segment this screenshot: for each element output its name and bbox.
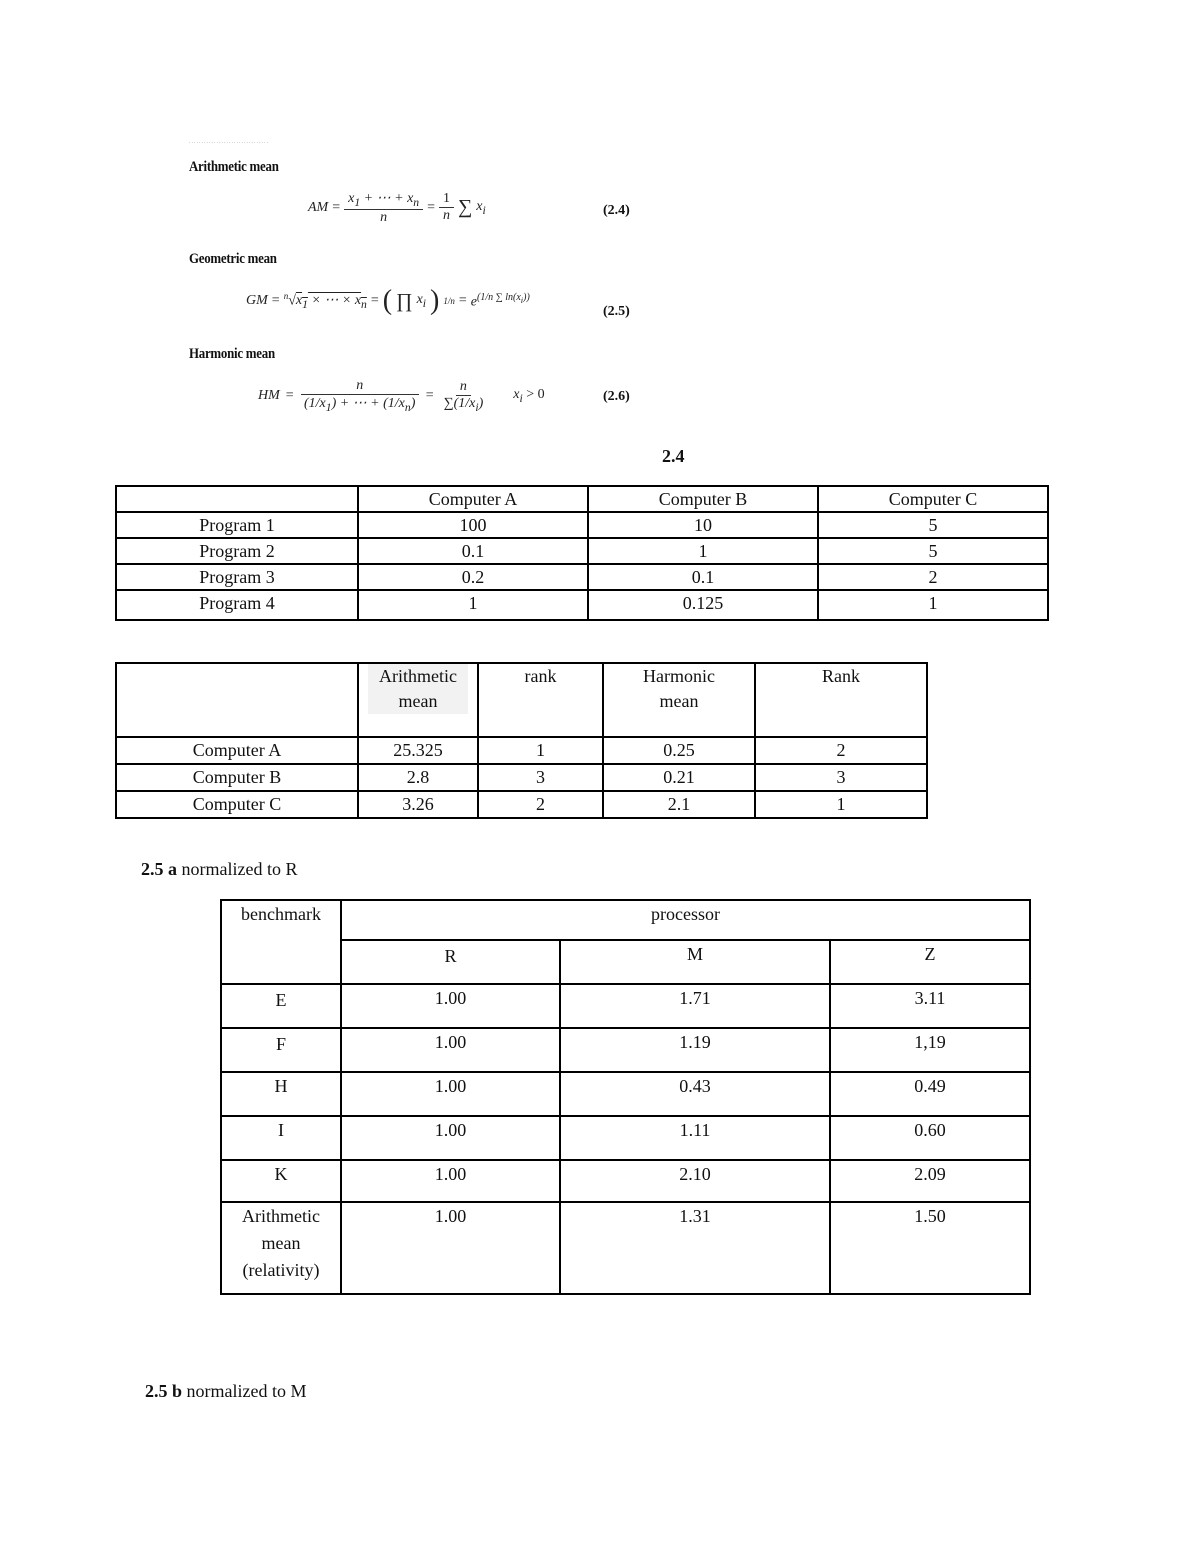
benchmark-cell: F bbox=[221, 1028, 341, 1072]
means-rank-table bbox=[115, 662, 928, 819]
harmonic-mean-formula: HM = $\frac{n}{(1/x_1) + \cdots + (1/x_n)}$ = $\frac{n}{\sum(1/x_i)}$ $x_i > 0$ bbox=[258, 378, 545, 414]
header-cell: Computer B bbox=[588, 486, 818, 512]
table-cell: 1.71 bbox=[560, 984, 830, 1028]
table-cell: 0.43 bbox=[560, 1072, 830, 1116]
table-row bbox=[116, 791, 927, 818]
row-label-cell: Computer B bbox=[116, 764, 358, 791]
row-label-cell: Computer A bbox=[116, 737, 358, 764]
table-cell: 2.09 bbox=[830, 1160, 1030, 1202]
arithmetic-mean-formula: AM = $\frac{x_1 + \cdots + x_n}{n}$ = $\frac{1}{n}$ ∑ $x_i$ bbox=[308, 191, 486, 225]
table-cell: 2 bbox=[755, 737, 927, 764]
row-label-cell: Program 4 bbox=[116, 590, 358, 620]
processor-names-row bbox=[221, 940, 1030, 984]
table-row bbox=[116, 564, 1048, 590]
header-cell: rank bbox=[478, 663, 603, 737]
table-row bbox=[116, 538, 1048, 564]
processor-header-row bbox=[221, 900, 1030, 940]
table-cell: 2.8 bbox=[358, 764, 478, 791]
harmonic-mean-header: Harmonic mean bbox=[643, 666, 715, 711]
table-row bbox=[221, 1028, 1030, 1072]
row-label-cell: Program 3 bbox=[116, 564, 358, 590]
table-cell: 0.21 bbox=[603, 764, 755, 791]
section-2-4-title: 2.4 bbox=[662, 446, 685, 466]
benchmark-cell: Arithmetic mean (relativity) bbox=[221, 1202, 341, 1294]
benchmark-cell: E bbox=[221, 984, 341, 1028]
table-row bbox=[221, 984, 1030, 1028]
header-cell bbox=[116, 663, 358, 737]
table-cell: 1.50 bbox=[830, 1202, 1030, 1294]
table-cell: 3 bbox=[478, 764, 603, 791]
benchmark-cell: I bbox=[221, 1116, 341, 1160]
table-cell: 25.325 bbox=[358, 737, 478, 764]
table-cell: 1.00 bbox=[341, 1160, 560, 1202]
section-2-5a-label bbox=[141, 859, 297, 880]
table-cell: 1 bbox=[818, 590, 1048, 620]
table-row bbox=[116, 737, 927, 764]
table-cell: 0.60 bbox=[830, 1116, 1030, 1160]
table-row bbox=[116, 764, 927, 791]
table-header-row bbox=[116, 663, 927, 737]
benchmark-cell: H bbox=[221, 1072, 341, 1116]
faint-header-text: ................................ bbox=[189, 139, 269, 145]
section-2-5b-text: normalized to M bbox=[186, 1381, 307, 1401]
table-cell: 1 bbox=[588, 538, 818, 564]
table-cell: 5 bbox=[818, 538, 1048, 564]
header-cell bbox=[603, 663, 755, 737]
harmonic-mean-heading: Harmonic mean bbox=[189, 346, 275, 362]
table-cell: 0.1 bbox=[588, 564, 818, 590]
table-cell: 0.2 bbox=[358, 564, 588, 590]
processor-r-header: R bbox=[341, 940, 560, 984]
row-label-cell: Program 1 bbox=[116, 512, 358, 538]
processor-z-header: Z bbox=[830, 940, 1030, 984]
table-row bbox=[221, 1116, 1030, 1160]
table-cell: 0.125 bbox=[588, 590, 818, 620]
processor-header: processor bbox=[341, 900, 1030, 940]
table-cell: 1.00 bbox=[341, 1202, 560, 1294]
benchmark-header: benchmark bbox=[221, 900, 341, 984]
equation-number-2-6: (2.6) bbox=[603, 389, 630, 404]
table-cell: 100 bbox=[358, 512, 588, 538]
header-cell: Computer A bbox=[358, 486, 588, 512]
table-cell: 1.31 bbox=[560, 1202, 830, 1294]
table-cell: 10 bbox=[588, 512, 818, 538]
table-header-row bbox=[116, 486, 1048, 512]
geometric-mean-heading: Geometric mean bbox=[189, 251, 277, 267]
table-cell: 2.1 bbox=[603, 791, 755, 818]
table-cell: 1.00 bbox=[341, 1028, 560, 1072]
table-cell: 1.11 bbox=[560, 1116, 830, 1160]
row-label-cell: Computer C bbox=[116, 791, 358, 818]
table-cell: 1.19 bbox=[560, 1028, 830, 1072]
table-row bbox=[116, 512, 1048, 538]
table-cell: 2 bbox=[478, 791, 603, 818]
table-cell: 1.00 bbox=[341, 984, 560, 1028]
section-2-5a-text: normalized to R bbox=[181, 859, 298, 879]
normalized-to-r-table bbox=[220, 899, 1031, 1295]
table-cell: 2 bbox=[818, 564, 1048, 590]
table-cell: 1 bbox=[478, 737, 603, 764]
table-cell: 1 bbox=[755, 791, 927, 818]
table-cell: 3.11 bbox=[830, 984, 1030, 1028]
execution-times-table bbox=[115, 485, 1049, 621]
equation-number-2-5: (2.5) bbox=[603, 304, 630, 319]
arithmetic-mean-heading: Arithmetic mean bbox=[189, 159, 279, 175]
header-cell bbox=[358, 663, 478, 737]
processor-m-header: M bbox=[560, 940, 830, 984]
benchmark-cell: K bbox=[221, 1160, 341, 1202]
table-row bbox=[221, 1202, 1030, 1294]
table-cell: 5 bbox=[818, 512, 1048, 538]
table-row bbox=[221, 1072, 1030, 1116]
table-row bbox=[221, 1160, 1030, 1202]
row-label-cell: Program 2 bbox=[116, 538, 358, 564]
table-cell: 1 bbox=[358, 590, 588, 620]
table-cell: 1.00 bbox=[341, 1072, 560, 1116]
section-2-5b-label bbox=[145, 1381, 307, 1402]
section-2-5b-number: 2.5 b bbox=[145, 1381, 183, 1401]
header-cell bbox=[116, 486, 358, 512]
header-cell: Computer C bbox=[818, 486, 1048, 512]
table-row bbox=[116, 590, 1048, 620]
equation-number-2-4: (2.4) bbox=[603, 203, 630, 218]
table-cell: 3 bbox=[755, 764, 927, 791]
arithmetic-mean-header: Arithmetic mean bbox=[368, 664, 468, 714]
table-cell: 2.10 bbox=[560, 1160, 830, 1202]
table-cell: 0.1 bbox=[358, 538, 588, 564]
table-cell: 0.49 bbox=[830, 1072, 1030, 1116]
section-2-5a-number: 2.5 a bbox=[141, 859, 177, 879]
header-cell: Rank bbox=[755, 663, 927, 737]
geometric-mean-formula: GM = $^n√x_1$ × ⋯ × $x_n$ = ( ∏ $x_i$ ) 1/n = $e^{(1/n \sum ln(x_i))}$ bbox=[246, 285, 530, 316]
table-cell: 0.25 bbox=[603, 737, 755, 764]
table-cell: 1,19 bbox=[830, 1028, 1030, 1072]
table-cell: 3.26 bbox=[358, 791, 478, 818]
table-cell: 1.00 bbox=[341, 1116, 560, 1160]
